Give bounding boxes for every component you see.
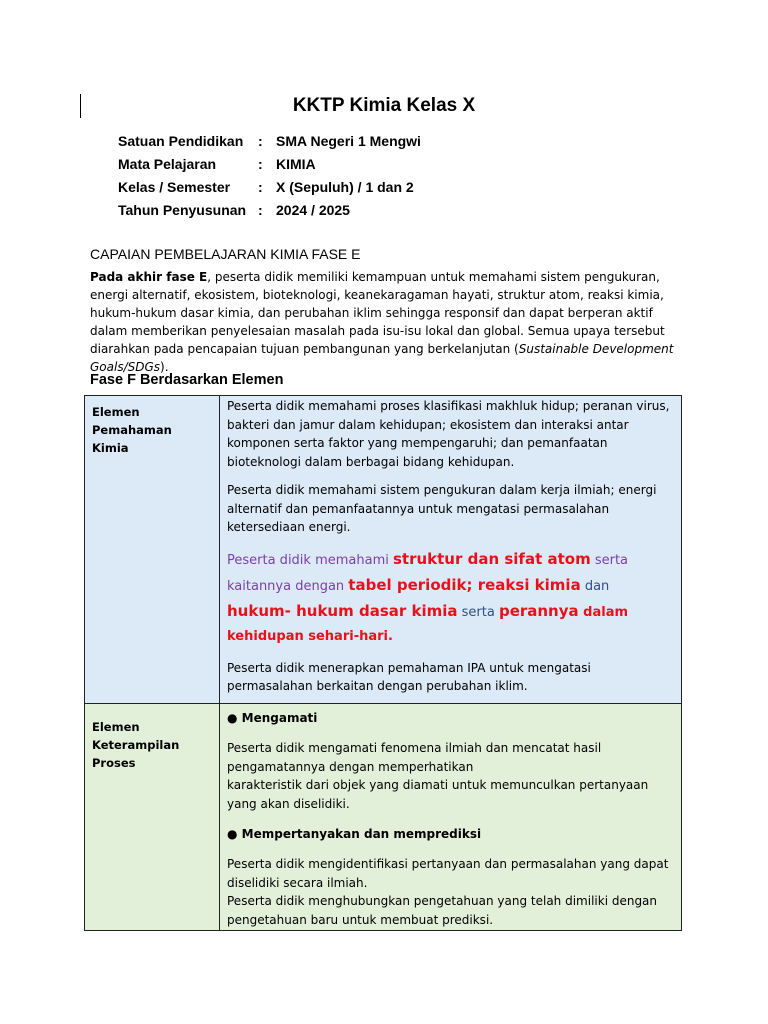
bullet-heading: ● Mengamati — [227, 711, 318, 725]
table-row — [85, 396, 682, 704]
meta-value: SMA Negeri 1 Mengwi — [276, 133, 421, 149]
element-content-cell — [220, 704, 682, 931]
meta-colon: : — [258, 179, 263, 195]
element-label-cell — [85, 396, 220, 704]
paragraph: Peserta didik menerapkan pemahaman IPA untuk mengatasi permasalahan berkaitan dengan perubahan iklim. — [227, 660, 591, 693]
section-heading: CAPAIAN PEMBELAJARAN KIMIA FASE E — [90, 246, 361, 262]
meta-colon: : — [258, 202, 263, 218]
paragraph: Peserta didik memahami sistem pengukuran dalam kerja ilmiah; energi alternatif dan pemanfaatannya untuk mengatasi permasalahan ketersediaan energi. — [227, 483, 657, 534]
text-span: serta — [457, 604, 499, 620]
intro-italic: Sustainable Development Goals/SDGs — [90, 342, 674, 374]
keyword-span: struktur dan sifat atom — [392, 549, 591, 568]
text-span: Peserta didik memahami — [227, 552, 393, 568]
element-label — [86, 705, 218, 772]
paragraph: Peserta didik menghubungkan pengetahuan yang telah dimiliki dengan pengetahuan baru untuk membuat prediksi. — [227, 894, 658, 927]
meta-key: Satuan Pendidikan — [118, 133, 244, 149]
meta-row-kelas — [118, 178, 421, 201]
intro-body: , peserta didik memiliki kemampuan untuk memahami sistem pengukuran, energi alternatif, ekosistem, bioteknologi, keanekaragaman hayati, struktur atom, reaksi kimia, hukum-hukum dasar kimia, dan perubahan iklim sehingga responsif dan dapat berperan aktif dalam memberikan penyelesaian masalah pada isu-isu lokal dan global. Semua upaya tersebut diarahkan pada pencapaian tujuan pembangunan yang berkelanjutan ( — [90, 270, 665, 356]
document-meta — [118, 132, 421, 224]
meta-row-tahun — [118, 201, 421, 224]
table-row — [85, 704, 682, 931]
keyword-span: perannya — [498, 601, 579, 620]
meta-value: X (Sepuluh) / 1 dan 2 — [276, 179, 414, 195]
intro-lead: Pada akhir fase E — [90, 270, 208, 284]
element-label-line: Elemen — [92, 720, 140, 734]
element-label-line: Keterampilan Proses — [92, 738, 180, 770]
elements-table — [84, 395, 682, 931]
text-span: ; — [466, 575, 478, 594]
meta-value: 2024 / 2025 — [276, 202, 350, 218]
keyword-span: hukum- hukum dasar kimia — [227, 601, 458, 620]
intro-paragraph — [90, 268, 680, 376]
meta-row-mapel — [118, 155, 421, 178]
element-content-cell — [220, 396, 682, 704]
paragraph: karakteristik dari objek yang diamati untuk memunculkan pertanyaan yang akan diselidiki. — [227, 778, 649, 811]
text-span: serta kaitannya dengan — [227, 552, 629, 594]
meta-key: Tahun Penyusunan — [118, 202, 247, 218]
paragraph: Peserta didik mengidentifikasi pertanyaan dan permasalahan yang dapat diselidiki secara ilmiah. — [227, 857, 669, 890]
meta-colon: : — [258, 156, 263, 172]
highlighted-paragraph — [227, 547, 676, 649]
page-title: KKTP Kimia Kelas X — [292, 95, 476, 116]
element-label: Elemen Pemahaman Kimia — [92, 405, 172, 455]
meta-value: KIMIA — [276, 156, 316, 172]
meta-colon: : — [258, 133, 263, 149]
intro-tail: ). — [160, 360, 169, 374]
fase-heading: Fase F Berdasarkan Elemen — [90, 372, 284, 388]
meta-key: Mata Pelajaran — [118, 156, 217, 172]
paragraph: Peserta didik memahami proses klasifikasi makhluk hidup; peranan virus, bakteri dan jamur dalam kehidupan; ekosistem dan interaksi antar komponen serta faktor yang mempengaruhi; dan pemanfaatan bioteknologi dalam berbagai bidang kehidupan. — [227, 399, 670, 469]
paragraph: Peserta didik mengamati fenomena ilmiah dan mencatat hasil pengamatannya dengan memperhatikan — [227, 741, 602, 774]
element-label-cell — [85, 704, 220, 931]
text-span: dalam kehidupan sehari-hari. — [227, 604, 629, 644]
text-span: dan — [580, 578, 610, 594]
keyword-span: reaksi kimia — [477, 575, 581, 594]
meta-row-satuan — [118, 132, 421, 155]
keyword-span: tabel periodik — [348, 575, 467, 594]
meta-key: Kelas / Semester — [118, 179, 231, 195]
bullet-heading: ● Mempertanyakan dan memprediksi — [227, 827, 482, 841]
